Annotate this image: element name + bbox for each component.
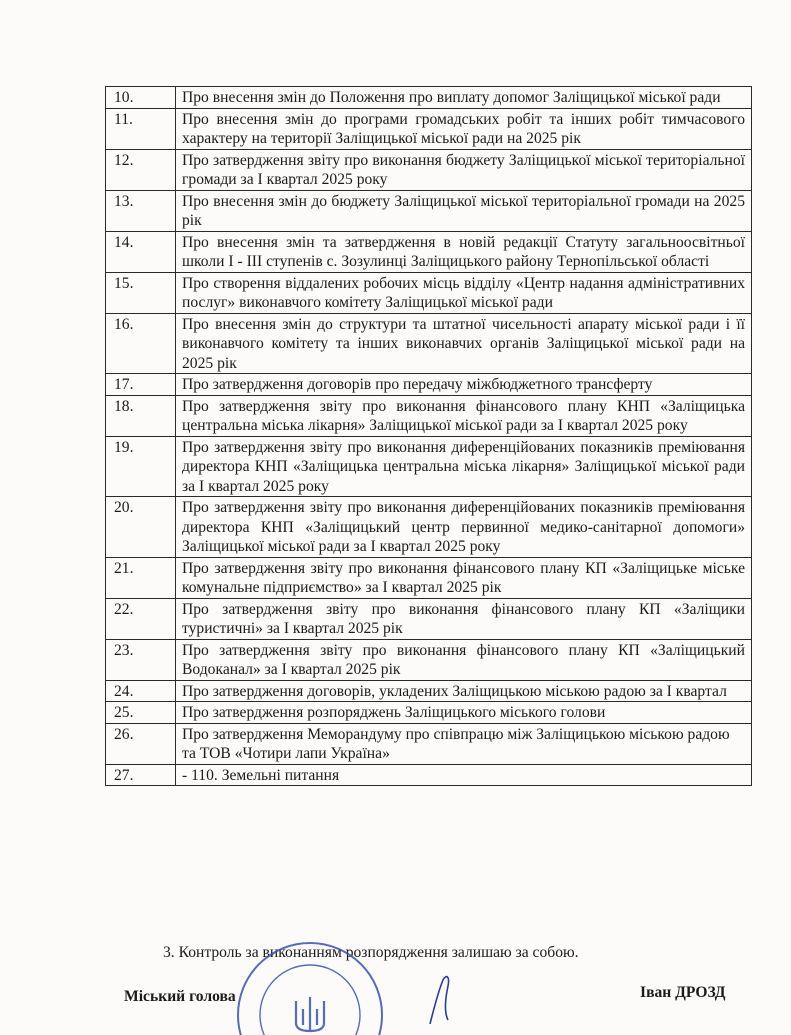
- table-row: [106, 108, 752, 149]
- row-number: 23.: [106, 639, 176, 680]
- table-row: [106, 313, 752, 374]
- row-title: Про затвердження звіту про виконання фінансового плану КП «Заліщики туристичні» за І квартал 2025 рік: [176, 598, 752, 639]
- row-title: Про внесення змін до програми громадських робіт та інших робіт тимчасового характеру на території Заліщицької міської ради на 2025 рік: [176, 108, 752, 149]
- row-title: Про затвердження Меморандуму про співпрацю між Заліщицькою міською радою та ТОВ «Чотири лапи Україна»: [176, 723, 752, 764]
- row-title: Про затвердження звіту про виконання бюджету Заліщицької міської територіальної громади за І квартал 2025 року: [176, 149, 752, 190]
- row-number: 11.: [106, 108, 176, 149]
- table-row: [106, 598, 752, 639]
- trident-icon: [296, 997, 324, 1031]
- row-number: 18.: [106, 395, 176, 436]
- table-row: [106, 497, 752, 558]
- row-number: 25.: [106, 702, 176, 724]
- agenda-table: [105, 86, 752, 786]
- table-row: [106, 639, 752, 680]
- row-number: 16.: [106, 313, 176, 374]
- signatory-name: Іван ДРОЗД: [640, 984, 726, 1001]
- row-number: 21.: [106, 557, 176, 598]
- table-row: [106, 680, 752, 702]
- row-title: Про затвердження звіту про виконання фінансового плану КП «Заліщицьке міське комунальне підприємство» за І квартал 2025 рік: [176, 557, 752, 598]
- row-title: - 110. Земельні питання: [176, 764, 752, 786]
- table-row: [106, 374, 752, 396]
- handwritten-signature: [410, 970, 500, 1024]
- row-title: Про затвердження договорів, укладених Заліщицькою міською радою за І квартал: [176, 680, 752, 702]
- row-title: Про затвердження звіту про виконання диференційованих показників преміювання директора КНП «Заліщицька центральна міська лікарня» Заліщицької міської ради за І квартал 2025 року: [176, 436, 752, 497]
- row-number: 14.: [106, 231, 176, 272]
- row-number: 24.: [106, 680, 176, 702]
- table-row: [106, 436, 752, 497]
- table-row: [106, 190, 752, 231]
- row-title: Про затвердження розпоряджень Заліщицького міського голови: [176, 702, 752, 724]
- signatory-position: Міський голова: [124, 988, 236, 1005]
- row-title: Про внесення змін до бюджету Заліщицької міської територіальної громади на 2025 рік: [176, 190, 752, 231]
- closing-paragraph: 3. Контроль за виконанням розпорядження залишаю за собою.: [163, 944, 579, 961]
- row-number: 22.: [106, 598, 176, 639]
- row-title: Про затвердження звіту про виконання фінансового плану КП «Заліщицький Водоканал» за І квартал 2025 рік: [176, 639, 752, 680]
- row-number: 19.: [106, 436, 176, 497]
- row-number: 12.: [106, 149, 176, 190]
- table-row: [106, 702, 752, 724]
- table-row: [106, 764, 752, 786]
- table-row: [106, 231, 752, 272]
- table-row: [106, 87, 752, 109]
- row-number: 13.: [106, 190, 176, 231]
- row-title: Про затвердження звіту про виконання фінансового плану КНП «Заліщицька центральна міська лікарня» Заліщицької міської ради за І квартал 2025 року: [176, 395, 752, 436]
- row-title: Про створення віддалених робочих місць відділу «Центр надання адміністративних послуг» виконавчого комітету Заліщицької міської ради: [176, 272, 752, 313]
- row-number: 20.: [106, 497, 176, 558]
- table-row: [106, 557, 752, 598]
- table-row: [106, 723, 752, 764]
- row-title: Про внесення змін та затвердження в новій редакції Статуту загальноосвітньої школи І - ІІІ ступенів с. Зозулинці Заліщицького району Тернопільської області: [176, 231, 752, 272]
- row-number: 17.: [106, 374, 176, 396]
- row-title: Про внесення змін до Положення про виплату допомог Заліщицької міської ради: [176, 87, 752, 109]
- table-row: [106, 395, 752, 436]
- table-row: [106, 149, 752, 190]
- row-title: Про затвердження договорів про передачу міжбюджетного трансферту: [176, 374, 752, 396]
- official-stamp: [230, 935, 390, 1035]
- row-number: 10.: [106, 87, 176, 109]
- table-row: [106, 272, 752, 313]
- row-number: 27.: [106, 764, 176, 786]
- row-title: Про внесення змін до структури та штатної чисельності апарату міської ради і її виконавчого комітету та інших виконавчих органів Заліщицької міської ради на 2025 рік: [176, 313, 752, 374]
- row-number: 15.: [106, 272, 176, 313]
- row-title: Про затвердження звіту про виконання диференційованих показників преміювання директора КНП «Заліщицький центр первинної медико-санітарної допомоги» Заліщицької міської ради за І квартал 2025 року: [176, 497, 752, 558]
- row-number: 26.: [106, 723, 176, 764]
